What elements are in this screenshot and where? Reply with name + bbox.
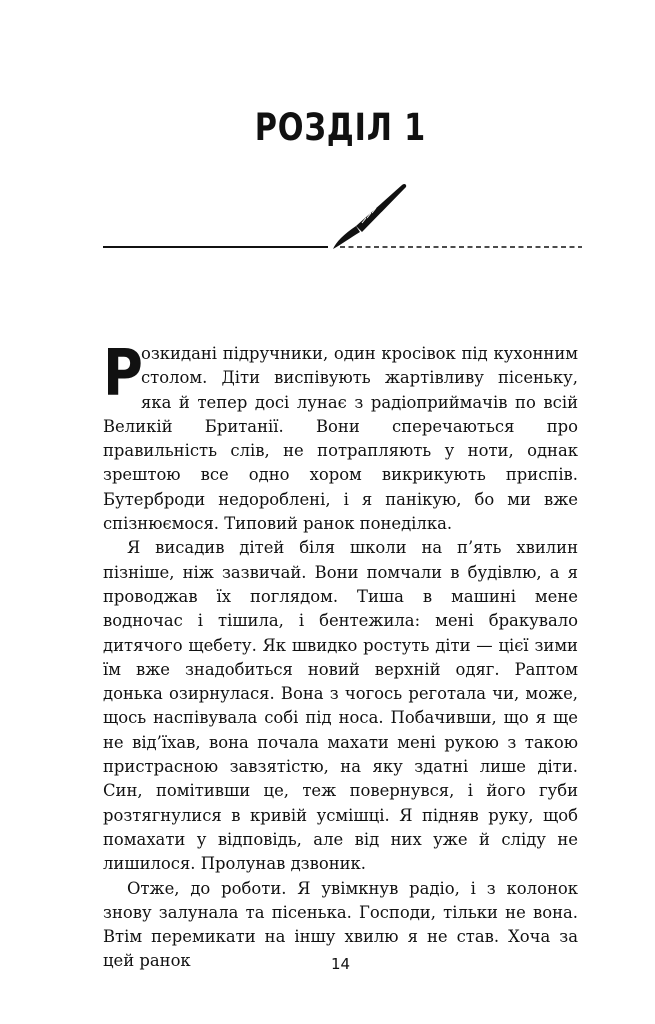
paragraph-3: Отже, до роботи. Я увімкнув радіо, і з колонок знову залунала та пісенька. Господи, тільки не вона. Втім перемикати на іншу хвилю я не став. Хоча за цей ранок [103, 878, 578, 971]
scalpel-icon [333, 184, 406, 249]
paragraph-1-text: озкидані підручники, один кросівок під кухонним столом. Діти виспівують жартівливу пісеньку, яка й тепер досі лунає з радіоприймачів по всій Великій Британії. Вони сперечаються про правильність слів, не потрапляють у ноти, однак зрештою все одно хором викрикують приспів. Бутерброди недороблені, і я панікую, бо ми вже спізнюємося. Типовий ранок понеділка. [103, 344, 578, 534]
paragraph-2: Я висадив дітей біля школи на п’ять хвилин пізніше, ніж зазвичай. Вони помчали в будівлю, а я проводжав їх поглядом. Тиша в машині мене водночас і тішила, і бентежила: мені бракувало дитячого щебету. Як швидко ростуть діти — цієї зими їм вже знадобиться новий верхній одяг. Раптом донька озирнулася. Вона з чогось реготала чи, може, щось наспівувала собі під носа. Побачивши, що я ще не від’їхав, вона почала махати мені рукою з такою пристрасною завзятістю, на яку здатні лише діти. Син, помітивши це, теж повернувся, і його губи розтягнулися в кривій усмішці. Я підняв руку, щоб помахати у відповідь, але від них уже й сліду не лишилося. Пролунав дзвоник. [103, 538, 578, 874]
chapter-title: РОЗДІЛ 1 [254, 106, 427, 149]
chapter-divider [100, 180, 585, 260]
page-number: 14 [330, 955, 351, 973]
drop-cap: Р [103, 337, 143, 411]
paragraph-1 [103, 337, 578, 536]
chapter-text [103, 337, 578, 974]
